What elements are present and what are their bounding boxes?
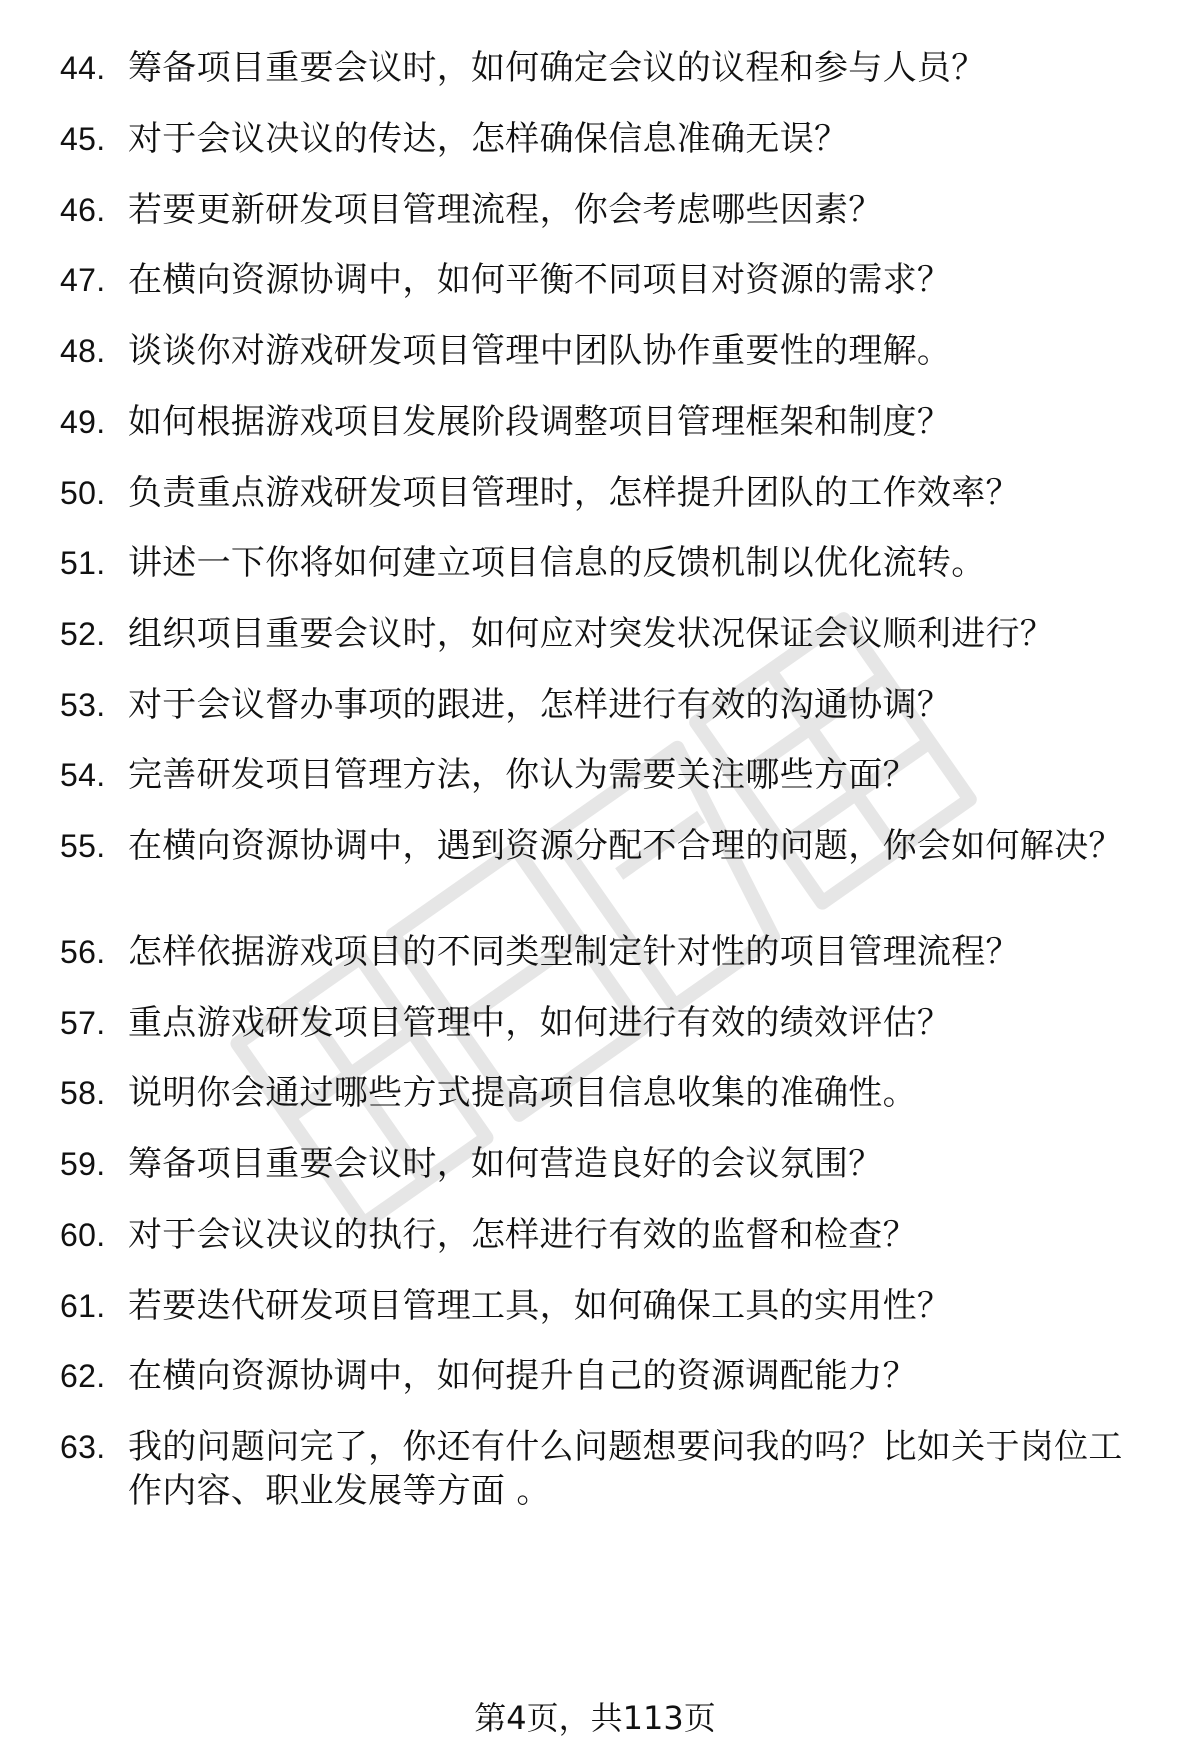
list-item	[60, 1354, 1128, 1398]
list-item	[60, 258, 1128, 302]
question-text: 完善研发项目管理方法，你认为需要关注哪些方面？	[128, 755, 917, 795]
list-item	[60, 1284, 1128, 1328]
question-number: 51.	[60, 545, 106, 581]
question-number: 58.	[60, 1075, 106, 1111]
list-item	[60, 329, 1128, 373]
question-text: 对于会议督办事项的跟进，怎样进行有效的沟通协调？	[128, 685, 952, 725]
page-footer: 第4页，共113页	[474, 1699, 716, 1737]
question-text: 重点游戏研发项目管理中，如何进行有效的绩效评估？	[128, 1003, 952, 1043]
question-text: 对于会议决议的执行，怎样进行有效的监督和检查？	[128, 1215, 917, 1255]
question-text: 如何根据游戏项目发展阶段调整项目管理框架和制度？	[128, 402, 952, 442]
question-text: 讲述一下你将如何建立项目信息的反馈机制以优化流转。	[128, 543, 986, 583]
question-text: 在横向资源协调中，遇到资源分配不合理的问题，你会如何解决？	[128, 826, 1123, 866]
question-number: 61.	[60, 1288, 106, 1324]
question-text: 若要更新研发项目管理流程，你会考虑哪些因素？	[128, 190, 883, 230]
list-item	[60, 753, 1128, 797]
question-text: 我的问题问完了，你还有什么问题想要问我的吗？比如关于岗位工作内容、职业发展等方面 。	[128, 1427, 1123, 1511]
question-number: 57.	[60, 1005, 106, 1041]
list-item	[60, 46, 1128, 90]
list-item	[60, 541, 1128, 585]
question-number: 50.	[60, 475, 106, 511]
question-number: 45.	[60, 121, 106, 157]
question-number: 60.	[60, 1217, 106, 1253]
question-text: 筹备项目重要会议时，如何确定会议的议程和参与人员？	[128, 48, 986, 88]
list-item	[60, 1071, 1128, 1115]
list-item	[60, 824, 1128, 868]
list-item	[60, 612, 1128, 656]
question-list	[60, 0, 1160, 1755]
question-number: 44.	[60, 50, 106, 86]
question-number: 52.	[60, 616, 106, 652]
question-number: 63.	[60, 1429, 106, 1465]
list-item	[60, 930, 1128, 974]
question-text: 筹备项目重要会议时，如何营造良好的会议氛围？	[128, 1144, 883, 1184]
list-item	[60, 117, 1128, 161]
list-item	[60, 1425, 1128, 1513]
question-text: 若要迭代研发项目管理工具，如何确保工具的实用性？	[128, 1286, 952, 1326]
list-item	[60, 1213, 1128, 1257]
list-item	[60, 471, 1128, 515]
question-text: 对于会议决议的传达，怎样确保信息准确无误？	[128, 119, 849, 159]
list-item	[60, 188, 1128, 232]
question-number: 54.	[60, 757, 106, 793]
question-text: 组织项目重要会议时，如何应对突发状况保证会议顺利进行？	[128, 614, 1055, 654]
question-number: 55.	[60, 828, 106, 864]
question-number: 49.	[60, 404, 106, 440]
question-text: 在横向资源协调中，如何平衡不同项目对资源的需求？	[128, 260, 952, 300]
list-item	[60, 1001, 1128, 1045]
list-item	[60, 1142, 1128, 1186]
question-number: 47.	[60, 262, 106, 298]
question-number: 59.	[60, 1146, 106, 1182]
question-number: 62.	[60, 1358, 106, 1394]
question-number: 46.	[60, 192, 106, 228]
question-text: 怎样依据游戏项目的不同类型制定针对性的项目管理流程？	[128, 932, 1020, 972]
question-number: 53.	[60, 687, 106, 723]
question-number: 56.	[60, 934, 106, 970]
list-item	[60, 400, 1128, 444]
question-text: 在横向资源协调中，如何提升自己的资源调配能力？	[128, 1356, 917, 1396]
question-number: 48.	[60, 333, 106, 369]
question-text: 负责重点游戏研发项目管理时，怎样提升团队的工作效率？	[128, 473, 1020, 513]
question-text: 说明你会通过哪些方式提高项目信息收集的准确性。	[128, 1073, 917, 1113]
question-text: 谈谈你对游戏研发项目管理中团队协作重要性的理解。	[128, 331, 952, 371]
list-item	[60, 683, 1128, 727]
